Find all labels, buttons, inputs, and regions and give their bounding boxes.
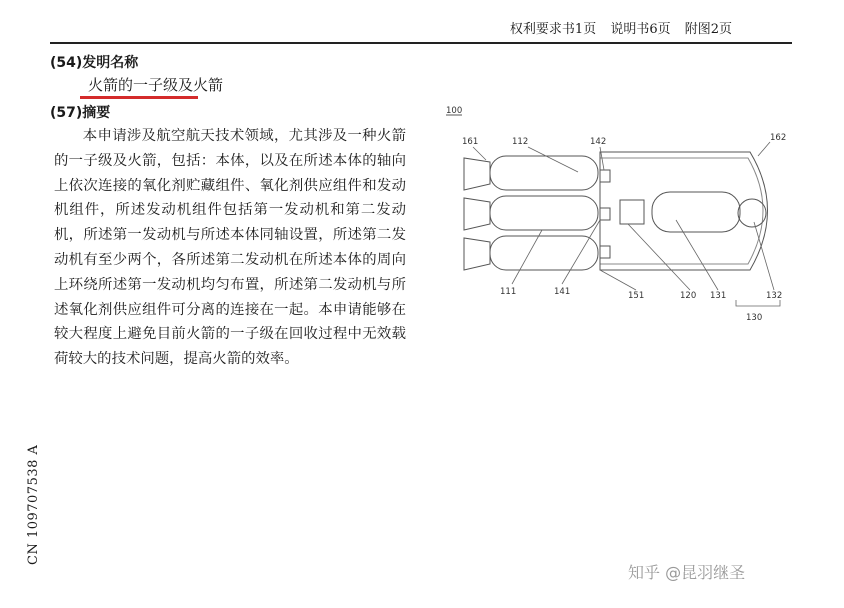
- valve-top: [600, 170, 610, 182]
- watermark-text: 知乎 @昆羽继圣: [628, 563, 746, 582]
- label-141: 141: [554, 287, 571, 297]
- label-132: 132: [766, 291, 783, 301]
- abstract-text: 本申请涉及航空航天技术领域，尤其涉及一种火箭的一子级及火箭，包括：本体，以及在所述本体的轴向上依次连接的氧化剂贮藏组件、氧化剂供应组件和发动机组件，所述发动机组件包括第一发动机和第二发动机，所述第一发动机与所述本体同轴设置，所述第二发动机有至少两个，各所述第二发动机在所述本体的周向上环绕所述第一发动机均匀布置，所述第二发动机与所述氧化剂供应组件可分离的连接在一起。本申请能够在较大程度上避免目前火箭的一子级在回收过程中无效载荷较大的技术问题，提高火箭的效率。: [54, 128, 406, 368]
- tank-bottom: [490, 236, 598, 270]
- body-outline: [600, 152, 768, 270]
- label-131: 131: [710, 291, 727, 301]
- figure-ref-100: [446, 106, 462, 116]
- section-54-label: (54)发明名称: [50, 55, 139, 71]
- label-142: 142: [590, 137, 607, 147]
- engine-131: [652, 192, 740, 232]
- label-111: 111: [500, 287, 517, 297]
- header-rule: [50, 42, 792, 44]
- label-112: 112: [512, 137, 529, 147]
- label-162: 162: [770, 133, 787, 143]
- label-120: 120: [680, 291, 697, 301]
- valve-bottom: [600, 246, 610, 258]
- invention-title: 火箭的一子级及火箭: [88, 76, 224, 94]
- header-page-counts: 权利要求书1页 说明书6页 附图2页: [509, 22, 732, 37]
- watermark: [628, 560, 745, 583]
- valve-middle: [600, 208, 610, 220]
- label-151: 151: [628, 291, 645, 301]
- label-100: 100: [446, 106, 463, 116]
- section-57-label: (57)摘要: [50, 105, 111, 121]
- rocket-stage-diagram: [440, 100, 800, 330]
- nozzle-bottom: [464, 238, 490, 270]
- supply-block-120: [620, 200, 644, 224]
- tank-top: [490, 156, 598, 190]
- sphere-132: [738, 199, 766, 227]
- title-underline: [80, 96, 198, 99]
- tank-middle: [490, 196, 598, 230]
- label-161: 161: [462, 137, 479, 147]
- nozzle-top: [464, 158, 490, 190]
- nozzle-middle: [464, 198, 490, 230]
- label-130: 130: [746, 313, 763, 323]
- publication-number: CN 109707538 A: [26, 444, 41, 565]
